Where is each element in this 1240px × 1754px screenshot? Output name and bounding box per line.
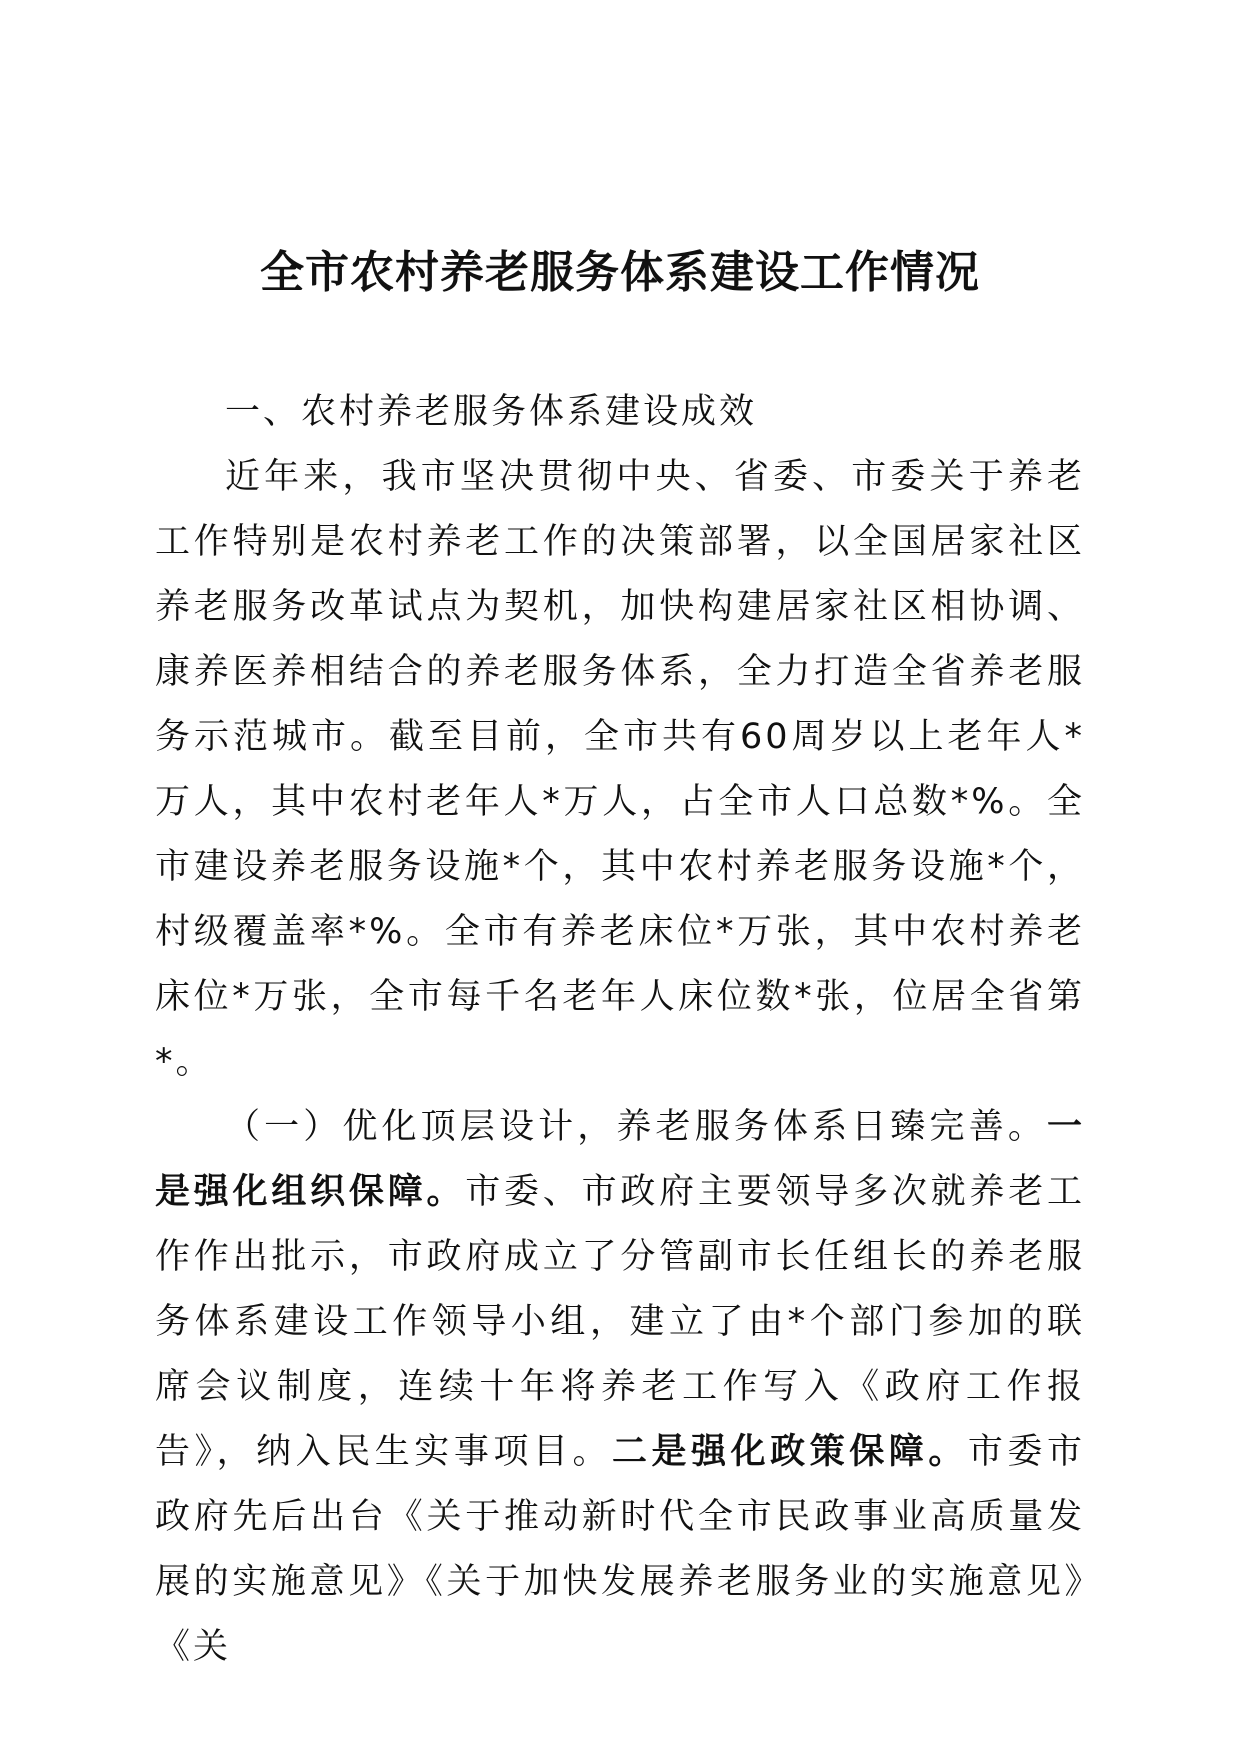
paragraph-top-level-design: [155, 1095, 1085, 1680]
paragraph-intro: 近年来，我市坚决贯彻中央、省委、市委关于养老工作特别是农村养老工作的决策部署，以全国居家社区养老服务改革试点为契机，加快构建居家社区相协调、康养医养相结合的养老服务体系，全力打造全省养老服务示范城市。截至目前，全市共有60周岁以上老年人*万人，其中农村老年人*万人，占全市人口总数*%。全市建设养老服务设施*个，其中农村养老服务设施*个，村级覆盖率*%。全市有养老床位*万张，其中农村养老床位*万张，全市每千名老年人床位数*张，位居全省第*。: [155, 457, 1085, 1082]
document-body: [155, 380, 1085, 1680]
point-label-organization: 一是强化组织保障。: [155, 1107, 1085, 1212]
point-text-organization: 市委、市政府主要领导多次就养老工作作出批示，市政府成立了分管副市长任组长的养老服务体系建设工作领导小组，建立了由*个部门参加的联席会议制度，连续十年将养老工作写入《政府工作报告》，纳入民生实事项目。: [155, 1172, 1085, 1472]
point-label-policy: 二是强化政策保障。: [612, 1432, 968, 1472]
subheading: （一）优化顶层设计，养老服务体系日臻完善。: [225, 1107, 1047, 1147]
section-heading: 一、农村养老服务体系建设成效: [225, 392, 758, 432]
point-text-policy: 市委市政府先后出台《关于推动新时代全市民政事业高质量发展的实施意见》《关于加快发展养老服务业的实施意见》《关: [155, 1432, 1085, 1667]
document-title: 全市农村养老服务体系建设工作情况: [260, 247, 980, 298]
